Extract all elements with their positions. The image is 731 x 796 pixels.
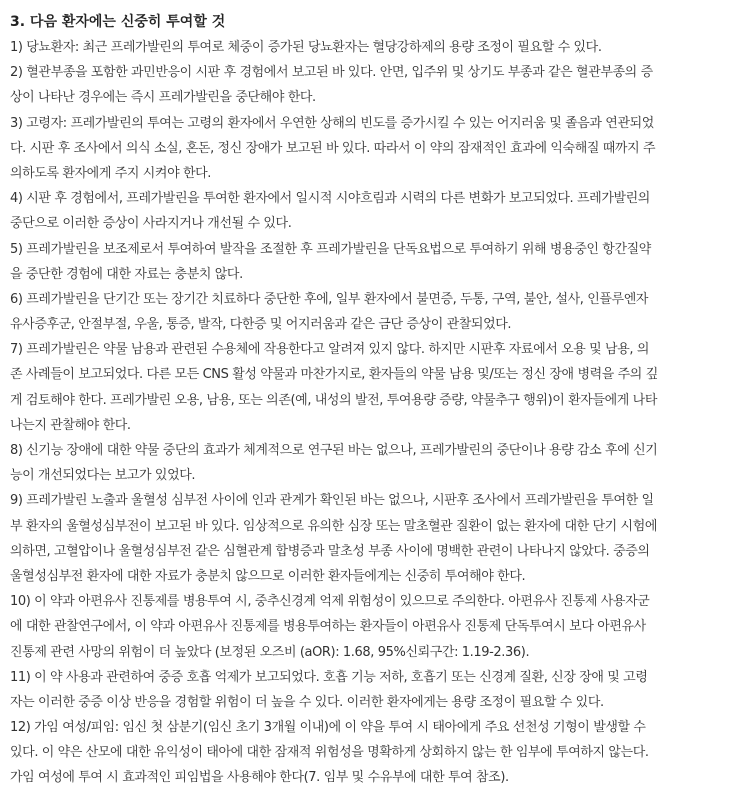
- text-line: 7) 프레가발린은 약물 남용과 관련된 수용체에 작용한다고 알려져 있지 않다. 하지만 시판후 자료에서 오용 및 남용, 의: [10, 342, 649, 358]
- precaution-item: [10, 111, 725, 187]
- precaution-item: [10, 60, 725, 110]
- text-line: 나는지 관찰해야 한다.: [10, 417, 131, 433]
- precaution-item: [10, 715, 725, 791]
- text-line: 존 사례들이 보고되었다. 다른 모든 CNS 활성 약물과 마찬가지로, 환자들의 약물 남용 및/또는 정신 장애 병력을 주의 깊: [10, 367, 658, 383]
- text-line: 3) 고령자: 프레가발린의 투여는 고령의 환자에서 우연한 상해의 빈도를 증가시킬 수 있는 어지러움 및 졸음과 연관되었: [10, 115, 654, 131]
- text-line: 중단으로 이러한 증상이 사라지거나 개선될 수 있다.: [10, 216, 292, 232]
- text-line: 9) 프레가발린 노출과 울혈성 심부전 사이에 인과 관계가 확인된 바는 없으나, 시판후 조사에서 프레가발린을 투여한 일: [10, 493, 654, 509]
- text-line: 능이 개선되었다는 보고가 있었다.: [10, 468, 196, 484]
- precaution-item: [10, 35, 725, 60]
- text-line: 을 중단한 경험에 대한 자료는 충분치 않다.: [10, 266, 243, 282]
- precaution-item: [10, 488, 725, 589]
- text-line: 8) 신기능 장애에 대한 약물 중단의 효과가 체계적으로 연구된 바는 없으나, 프레가발린의 중단이나 용량 감소 후에 신기: [10, 443, 658, 458]
- precaution-item: [10, 438, 725, 488]
- text-line: 12) 가임 여성/피임: 임신 첫 삼분기(임신 초기 3개월 이내)에 이 약을 투여 시 태아에게 주요 선천성 기형이 발생할 수: [10, 720, 646, 736]
- text-line: 가임 여성에 투여 시 효과적인 피임법을 사용해야 한다(7. 임부 및 수유부에 대한 투여 참조).: [10, 770, 509, 786]
- text-line: 11) 이 약 사용과 관련하여 중증 호흡 억제가 보고되었다. 호흡 기능 저하, 호흡기 또는 신경계 질환, 신장 장애 및 고령: [10, 669, 648, 685]
- precaution-item: [10, 287, 725, 337]
- text-line: 에 대한 관찰연구에서, 이 약과 아편유사 진통제를 병용투여하는 환자들이 아편유사 진통제 단독투여시 보다 아편유사: [10, 619, 646, 635]
- precaution-item: [10, 186, 725, 236]
- text-line: 진통제 관련 사망의 위험이 더 높았다 (보정된 오즈비 (aOR): 1.68, 95%신뢰구간: 1.19-2.36).: [10, 644, 530, 660]
- text-line: 유사증후군, 안절부절, 우울, 통증, 발작, 다한증 및 어지러움과 같은 금단 증상이 관찰되었다.: [10, 317, 512, 333]
- precaution-item: [10, 589, 725, 665]
- text-line: 6) 프레가발린을 단기간 또는 장기간 치료하다 중단한 후에, 일부 환자에서 불면증, 두통, 구역, 불안, 설사, 인플루엔자: [10, 291, 649, 307]
- text-line: 있다. 이 약은 산모에 대한 유익성이 태아에 대한 잠재적 위험성을 명확하게 상회하지 않는 한 임부에 투여하지 않는다.: [10, 745, 649, 761]
- document-section: [10, 10, 725, 791]
- precautions-list: [10, 35, 725, 791]
- section-heading: 3. 다음 환자에는 신중히 투여할 것: [10, 14, 226, 30]
- text-line: 5) 프레가발린을 보조제로서 투여하여 발작을 조절한 후 프레가발린을 단독요법으로 투여하기 위해 병용중인 항간질약: [10, 241, 651, 257]
- text-line: 게 검토해야 한다. 프레가발린 오용, 남용, 또는 의존(예, 내성의 발전, 투여용량 증량, 약물추구 행위)이 환자들에게 나타: [10, 392, 657, 408]
- text-line: 자는 이러한 중증 이상 반응을 경험할 위험이 더 높을 수 있다. 이러한 환자에게는 용량 조정이 필요할 수 있다.: [10, 694, 604, 710]
- precaution-item: [10, 237, 725, 287]
- text-line: 2) 혈관부종을 포함한 과민반응이 시판 후 경험에서 보고된 바 있다. 안면, 입주위 및 상기도 부종과 같은 혈관부종의 증: [10, 65, 653, 81]
- text-line: 상이 나타난 경우에는 즉시 프레가발린을 중단해야 한다.: [10, 90, 316, 106]
- text-line: 1) 당뇨환자: 최근 프레가발린의 투여로 체중이 증가된 당뇨환자는 혈당강하제의 용량 조정이 필요할 수 있다.: [10, 40, 602, 55]
- text-line: 울혈성심부전 환자에 대한 자료가 충분치 않으므로 이러한 환자들에게는 신중히 투여해야 한다.: [10, 568, 526, 584]
- text-line: 10) 이 약과 아편유사 진통제를 병용투여 시, 중추신경계 억제 위험성이 있으므로 주의한다. 아편유사 진통제 사용자군: [10, 594, 650, 610]
- precaution-item: [10, 665, 725, 715]
- text-line: 의하면, 고혈압이나 울혈성심부전 같은 심혈관계 합병증과 말초성 부종 사이에 명백한 관련이 나타나지 않았다. 중증의: [10, 543, 650, 559]
- precaution-item: [10, 337, 725, 438]
- text-line: 다. 시판 후 조사에서 의식 소실, 혼돈, 정신 장애가 보고된 바 있다. 따라서 이 약의 잠재적인 효과에 익숙해질 때까지 주: [10, 140, 656, 156]
- text-line: 부 환자의 울혈성심부전이 보고된 바 있다. 임상적으로 유의한 심장 또는 말초혈관 질환이 없는 환자에 대한 단기 시험에: [10, 518, 658, 534]
- text-line: 4) 시판 후 경험에서, 프레가발린을 투여한 환자에서 일시적 시야흐림과 시력의 다른 변화가 보고되었다. 프레가발린의: [10, 191, 650, 207]
- text-line: 의하도록 환자에게 주지 시켜야 한다.: [10, 165, 212, 181]
